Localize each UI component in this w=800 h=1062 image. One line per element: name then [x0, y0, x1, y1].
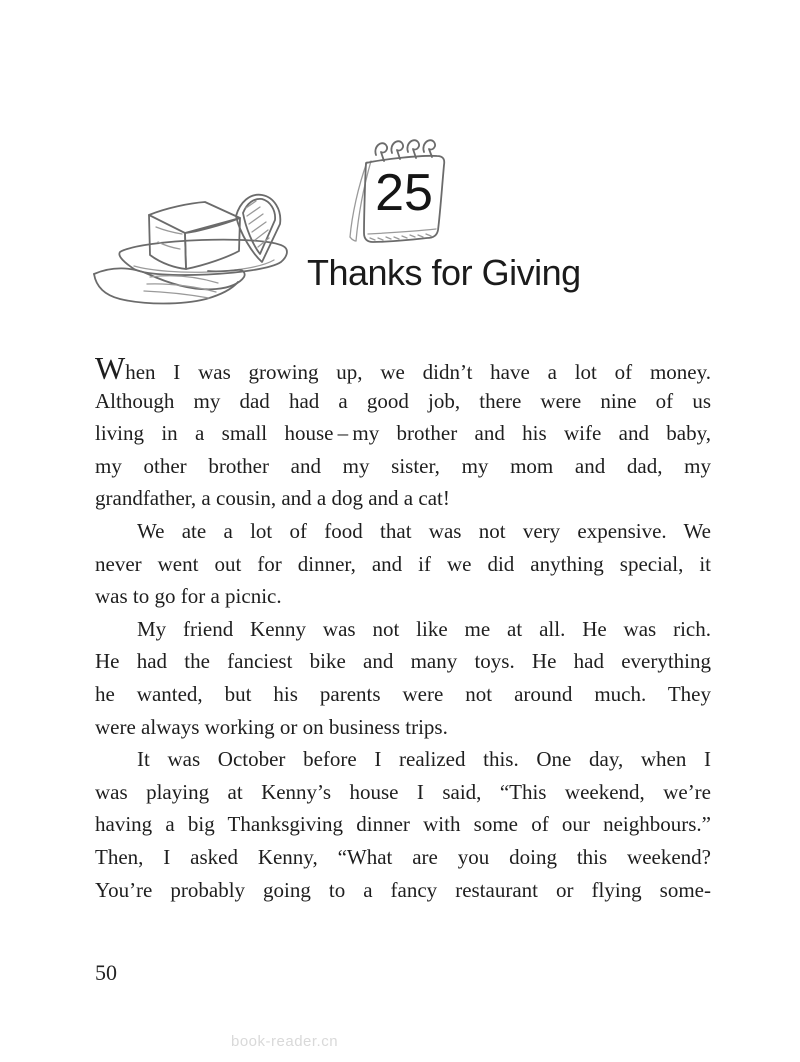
drop-cap: W: [95, 350, 126, 386]
text-line: grandfather, a cousin, and a dog and a cat!: [95, 486, 450, 511]
bread-slice-icon: [236, 195, 280, 262]
story-text: [95, 352, 711, 906]
text-line: having a big Thanksgiving dinner with some of our neighbours.”: [95, 812, 711, 837]
food-plate-illustration: [90, 182, 314, 306]
text-line: was to go for a picnic.: [95, 584, 282, 609]
text-line: he wanted, but his parents were not around much. They: [95, 681, 711, 706]
text-line: My friend Kenny was not like me at all. He was rich.: [137, 616, 711, 641]
text-line: [95, 352, 711, 385]
text-line: were always working or on business trips.: [95, 714, 448, 739]
text-line-content: hen I was growing up, we didn’t have a lot of money.: [125, 360, 711, 384]
calendar-icon: [342, 130, 462, 254]
page-number: 50: [95, 960, 117, 985]
text-line: We ate a lot of food that was not very expensive. We: [137, 518, 711, 543]
chapter-number: 25: [375, 164, 433, 222]
text-line: living in a small house – my brother and his wife and baby,: [95, 421, 711, 446]
plate-icon: [119, 240, 287, 275]
text-line: Then, I asked Kenny, “What are you doing this weekend?: [95, 844, 711, 869]
text-line: You’re probably going to a fancy restaurant or flying some-: [95, 877, 711, 902]
chapter-title: Thanks for Giving: [307, 252, 581, 293]
text-line: never went out for dinner, and if we did anything special, it: [95, 551, 711, 576]
watermark: book-reader.cn: [231, 1033, 339, 1050]
text-line: was playing at Kenny’s house I said, “This weekend, we’re: [95, 779, 711, 804]
text-line: He had the fanciest bike and many toys. He had everything: [95, 649, 711, 674]
text-line: It was October before I realized this. One day, when I: [137, 747, 711, 772]
text-line: my other brother and my sister, my mom and dad, my: [95, 453, 711, 478]
text-line: Although my dad had a good job, there were nine of us: [95, 388, 711, 413]
food-cube-icon: [149, 202, 240, 269]
